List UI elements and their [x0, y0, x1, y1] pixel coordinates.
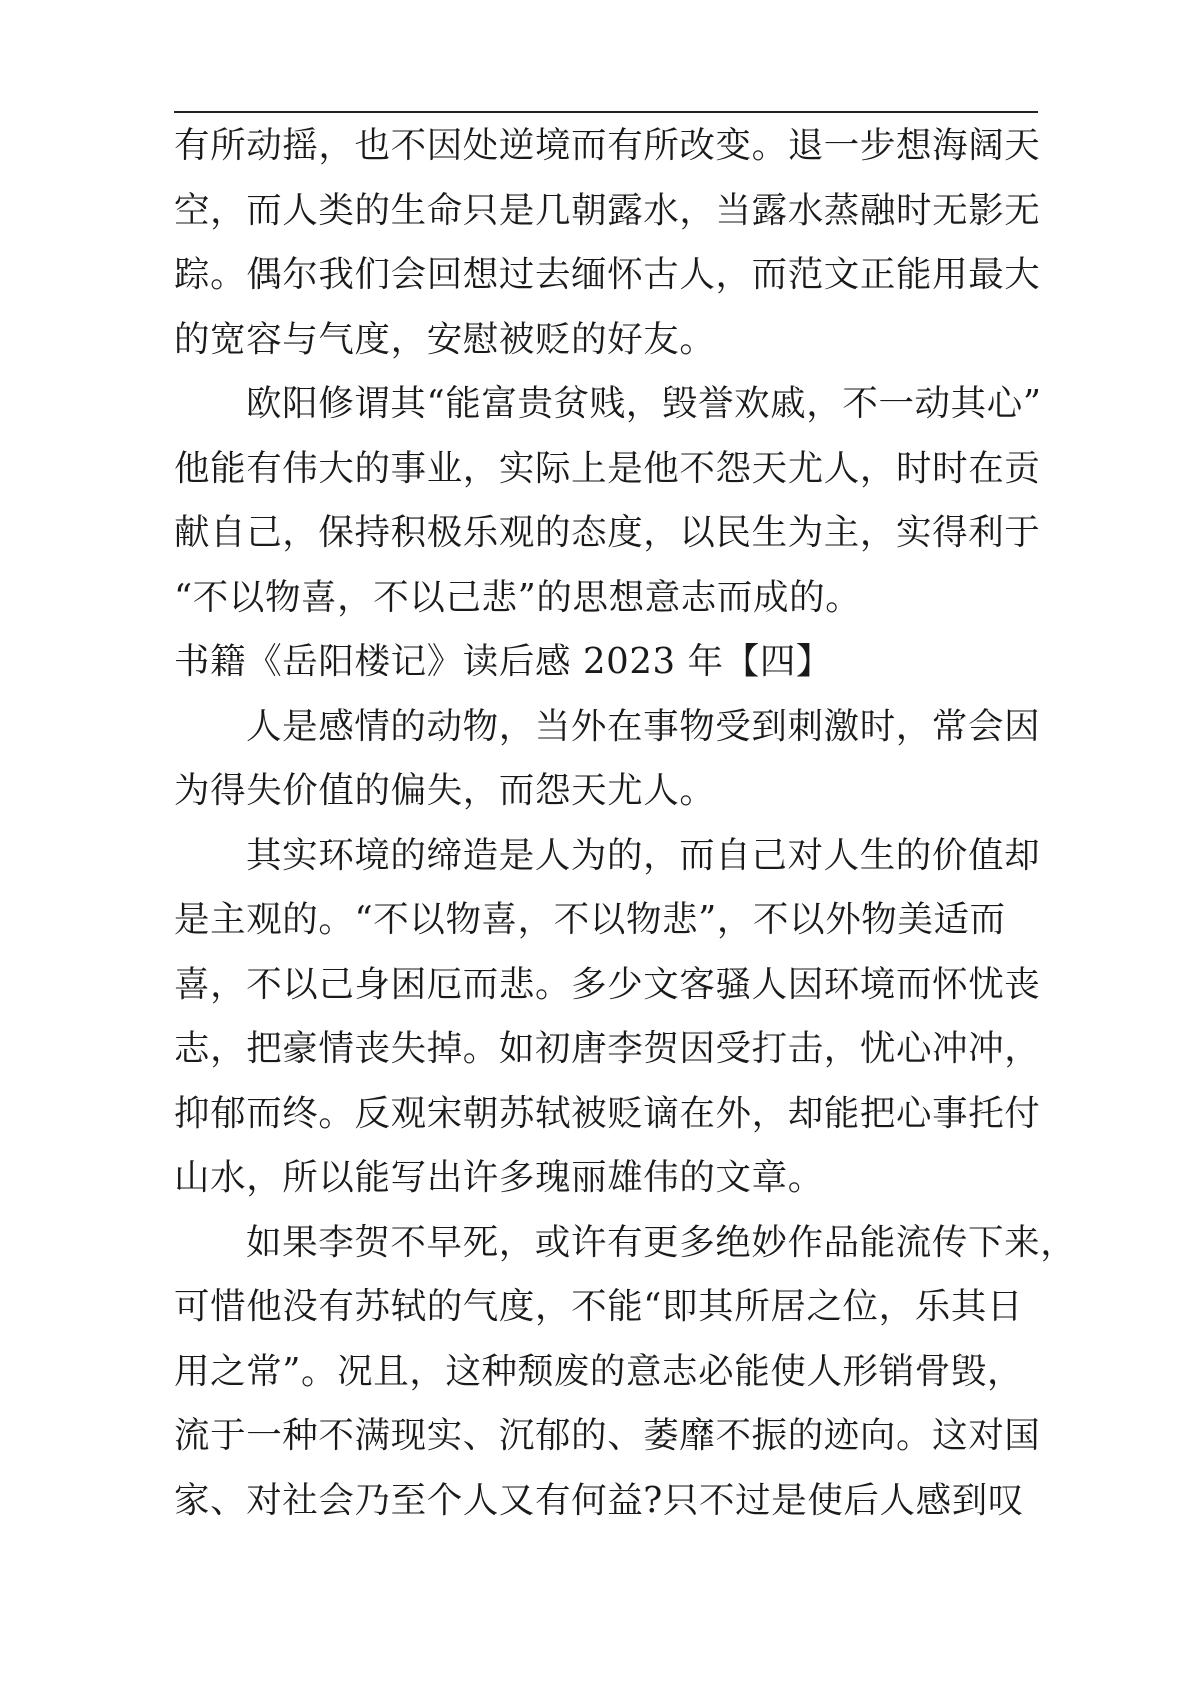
paragraph-first-line: 人是感情的动物，当外在事物受到刺激时，常会因 — [246, 705, 1041, 747]
text-line: 的宽容与气度，安慰被贬的好友。 — [174, 318, 716, 360]
text-line: 抑郁而终。反观宋朝苏轼被贬谪在外，却能把心事托付 — [174, 1092, 1041, 1134]
text-line: 是主观的。“不以物喜，不以物悲”，不以外物美适而 — [174, 899, 1006, 940]
text-line: 流于一种不满现实、沉郁的、萎靡不振的迹向。这对国 — [174, 1415, 1041, 1456]
header-rule — [174, 111, 1038, 113]
text-line: 有所动摇，也不因处逆境而有所改变。退一步想海阔天 — [174, 125, 1041, 166]
text-line: 空，而人类的生命只是几朝露水，当露水蒸融时无影无 — [174, 189, 1041, 231]
text-line: 他能有伟大的事业，实际上是他不怨天尤人，时时在贡 — [174, 447, 1041, 489]
text-line: 喜，不以己身困厄而悲。多少文客骚人因环境而怀忧丧 — [174, 963, 1041, 1005]
section-heading: 书籍《岳阳楼记》读后感 2023 年【四】 — [174, 641, 833, 682]
text-line: 踪。偶尔我们会回想过去缅怀古人，而范文正能用最大 — [174, 254, 1041, 295]
body-text — [174, 114, 1077, 1533]
text-line: 为得失价值的偏失，而怨天尤人。 — [174, 770, 716, 811]
paragraph-first-line: 如果李贺不早死，或许有更多绝妙作品能流传下来， — [246, 1221, 1077, 1263]
text-line: 可惜他没有苏轼的气度，不能“即其所居之位，乐其日 — [174, 1286, 1024, 1327]
text-line: 山水，所以能写出许多瑰丽雄伟的文章。 — [174, 1157, 824, 1198]
text-line: 家、对社会乃至个人又有何益?只不过是使后人感到叹 — [174, 1479, 1024, 1521]
paragraph-first-line: 其实环境的缔造是人为的，而自己对人生的价值却 — [246, 834, 1041, 876]
text-line: 志，把豪情丧失掉。如初唐李贺因受打击，忧心冲冲， — [174, 1028, 1041, 1069]
text-line: 献自己，保持积极乐观的态度，以民生为主，实得利于 — [174, 512, 1041, 553]
paragraph-first-line: 欧阳修谓其“能富贵贫贱，毁誉欢戚，不一动其心” — [246, 383, 1042, 424]
text-line: 用之常”。况且，这种颓废的意志必能使人形销骨毁， — [174, 1350, 1024, 1392]
text-line: “不以物喜，不以己悲”的思想意志而成的。 — [174, 576, 862, 618]
